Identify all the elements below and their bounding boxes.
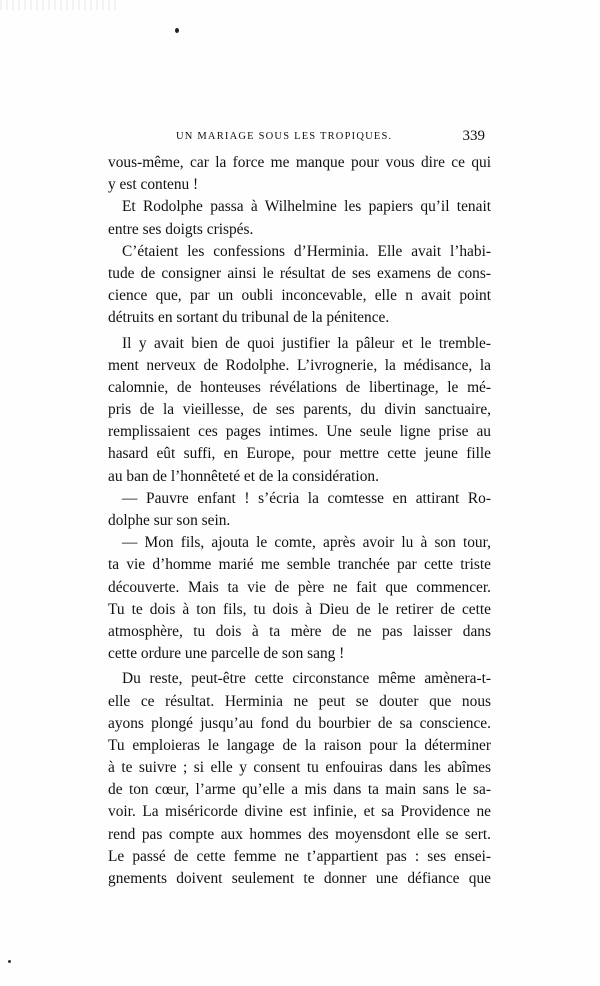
text-line: cette ordure une parcelle de son sang ! [108, 645, 345, 663]
text-line: ta vie d’homme marié me semble tranchée par cette triste [108, 556, 491, 574]
scan-noise [0, 0, 120, 10]
text-line: elle ce résultat. Herminia ne peut se douter que nous [108, 692, 491, 710]
text-line: Du reste, peut-être cette circonstance même amènera-t- [122, 670, 491, 688]
text-line: au ban de l’honnêteté et de la considération. [108, 467, 379, 485]
text-line: tude de consigner ainsi le résultat de ses examens de cons- [108, 264, 491, 282]
text-line: Il y avait bien de quoi justifier la pâleur et le tremble- [122, 334, 491, 352]
text-line: découverte. Mais ta vie de père ne fait que commencer. [108, 578, 491, 596]
text-line: à te suivre ; si elle y consent tu enfouiras dans les abîmes [108, 759, 491, 777]
ink-speck-bottom [8, 960, 11, 963]
text-line: Tu te dois à ton fils, tu dois à Dieu de le retirer de cette [108, 600, 491, 618]
text-line: — Pauvre enfant ! s’écria la comtesse en attirant Ro- [122, 489, 491, 507]
text-line: gnements doivent seulement te donner une défiance que [108, 870, 491, 887]
running-head [108, 128, 491, 146]
text-line: — Mon fils, ajouta le comte, après avoir lu à son tour, [122, 534, 491, 552]
text-line: rend pas compte aux hommes des moyensdont elle se sert. [108, 825, 491, 843]
text-line: de ton cœur, l’arme qu’elle a mis dans ta main sans le sa- [108, 781, 491, 799]
text-line: détruits en sortant du tribunal de la pénitence. [108, 309, 390, 327]
text-line: cience que, par un oubli inconcevable, elle n avait point [108, 287, 491, 305]
text-line: y est contenu ! [108, 176, 199, 194]
text-line: hasard eût suffi, en Europe, pour mettre cette jeune fille [108, 445, 491, 463]
body-text [108, 152, 491, 890]
text-line: ayons plongé jusqu’au fond du bourbier de sa conscience. [108, 714, 491, 732]
text-line: pris de la vieillesse, de ses parents, du divin sanctuaire, [108, 401, 491, 419]
text-line: Et Rodolphe passa à Wilhelmine les papiers qu’il tenait [122, 198, 491, 216]
running-title: UN MARIAGE SOUS LES TROPIQUES. [176, 131, 393, 142]
text-line: entre ses doigts crispés. [108, 220, 254, 238]
page-number: 339 [462, 128, 485, 144]
text-line: atmosphère, tu dois à ta mère de ne pas laisser dans [108, 622, 491, 640]
text-line: dolphe sur son sein. [108, 512, 231, 529]
text-line: vous-même, car la force me manque pour vous dire ce qui [108, 154, 491, 171]
text-line: calomnie, de honteuses révélations de libertinage, le mé- [108, 378, 491, 396]
text-line: voir. La miséricorde divine est infinie, et sa Providence ne [108, 803, 491, 821]
text-line: C’étaient les confessions d’Herminia. Elle avait l’habi- [122, 242, 491, 260]
text-line: remplissaient ces pages intimes. Une seule ligne prise au [108, 423, 491, 441]
text-line: Tu emploieras le langage de la raison pour la déterminer [108, 736, 491, 754]
text-line: Le passé de cette femme ne t’appartient pas : ses ensei- [108, 847, 491, 865]
text-line: ment nerveux de Rodolphe. L’ivrognerie, la médisance, la [108, 356, 491, 374]
ink-speck [175, 28, 179, 33]
